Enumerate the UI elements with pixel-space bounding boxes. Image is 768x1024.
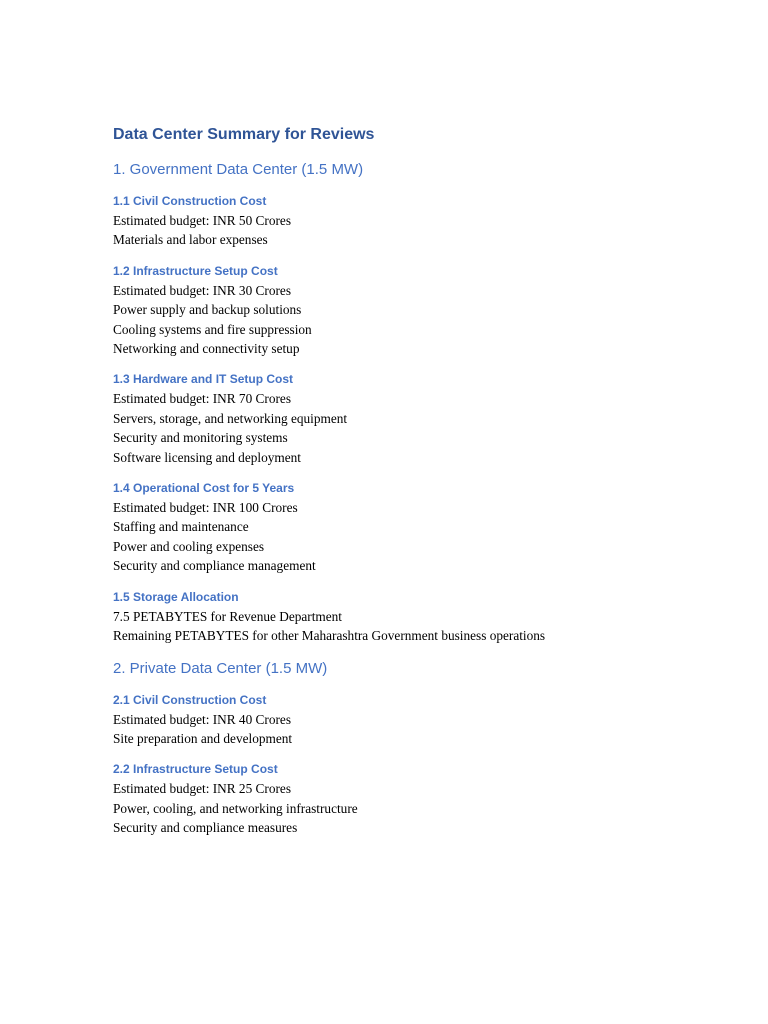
body-line: Estimated budget: INR 40 Crores bbox=[113, 711, 292, 727]
document-title: Data Center Summary for Reviews bbox=[113, 126, 375, 143]
body-line: Estimated budget: INR 30 Crores bbox=[113, 282, 292, 298]
body-line: Security and compliance measures bbox=[113, 820, 298, 836]
body-line: Cooling systems and fire suppression bbox=[113, 321, 312, 337]
body-line: Power and cooling expenses bbox=[113, 538, 265, 554]
subsection-1-2 bbox=[113, 262, 768, 359]
body-line: Security and compliance management bbox=[113, 558, 316, 574]
subsection-heading: 1.2 Infrastructure Setup Cost bbox=[113, 263, 278, 278]
body-line: Security and monitoring systems bbox=[113, 430, 288, 446]
body-line: Servers, storage, and networking equipment bbox=[113, 410, 348, 426]
body-line: Site preparation and development bbox=[113, 730, 293, 746]
subsection-heading: 2.1 Civil Construction Cost bbox=[113, 692, 267, 707]
body-line: Estimated budget: INR 70 Crores bbox=[113, 391, 292, 407]
body-line: Software licensing and deployment bbox=[113, 449, 301, 465]
subsection-2-1 bbox=[113, 691, 768, 749]
subsection-heading: 1.1 Civil Construction Cost bbox=[113, 194, 267, 208]
body-line: 7.5 PETABYTES for Revenue Department bbox=[113, 608, 342, 624]
section-heading-1: 1. Government Data Center (1.5 MW) bbox=[113, 161, 364, 178]
subsection-1-3 bbox=[113, 370, 768, 467]
section-heading-2: 2. Private Data Center (1.5 MW) bbox=[113, 659, 328, 677]
body-line: Networking and connectivity setup bbox=[113, 341, 300, 357]
body-line: Materials and labor expenses bbox=[113, 232, 268, 248]
body-line: Estimated budget: INR 100 Crores bbox=[113, 500, 298, 516]
body-line: Estimated budget: INR 50 Crores bbox=[113, 213, 292, 228]
subsection-heading: 2.2 Infrastructure Setup Cost bbox=[113, 762, 278, 777]
body-line: Power, cooling, and networking infrastructure bbox=[113, 800, 358, 816]
body-line: Estimated budget: INR 25 Crores bbox=[113, 781, 292, 797]
subsection-heading: 1.3 Hardware and IT Setup Cost bbox=[113, 372, 294, 387]
subsection-1-1 bbox=[113, 192, 768, 250]
subsection-1-5 bbox=[113, 588, 768, 646]
body-line: Staffing and maintenance bbox=[113, 519, 249, 535]
subsection-heading: 1.4 Operational Cost for 5 Years bbox=[113, 481, 295, 496]
body-line: Remaining PETABYTES for other Maharashtra Government business operations bbox=[113, 628, 546, 644]
subsection-heading: 1.5 Storage Allocation bbox=[113, 589, 239, 604]
body-line: Power supply and backup solutions bbox=[113, 302, 302, 318]
subsection-1-4 bbox=[113, 479, 768, 576]
subsection-2-2 bbox=[113, 760, 768, 837]
